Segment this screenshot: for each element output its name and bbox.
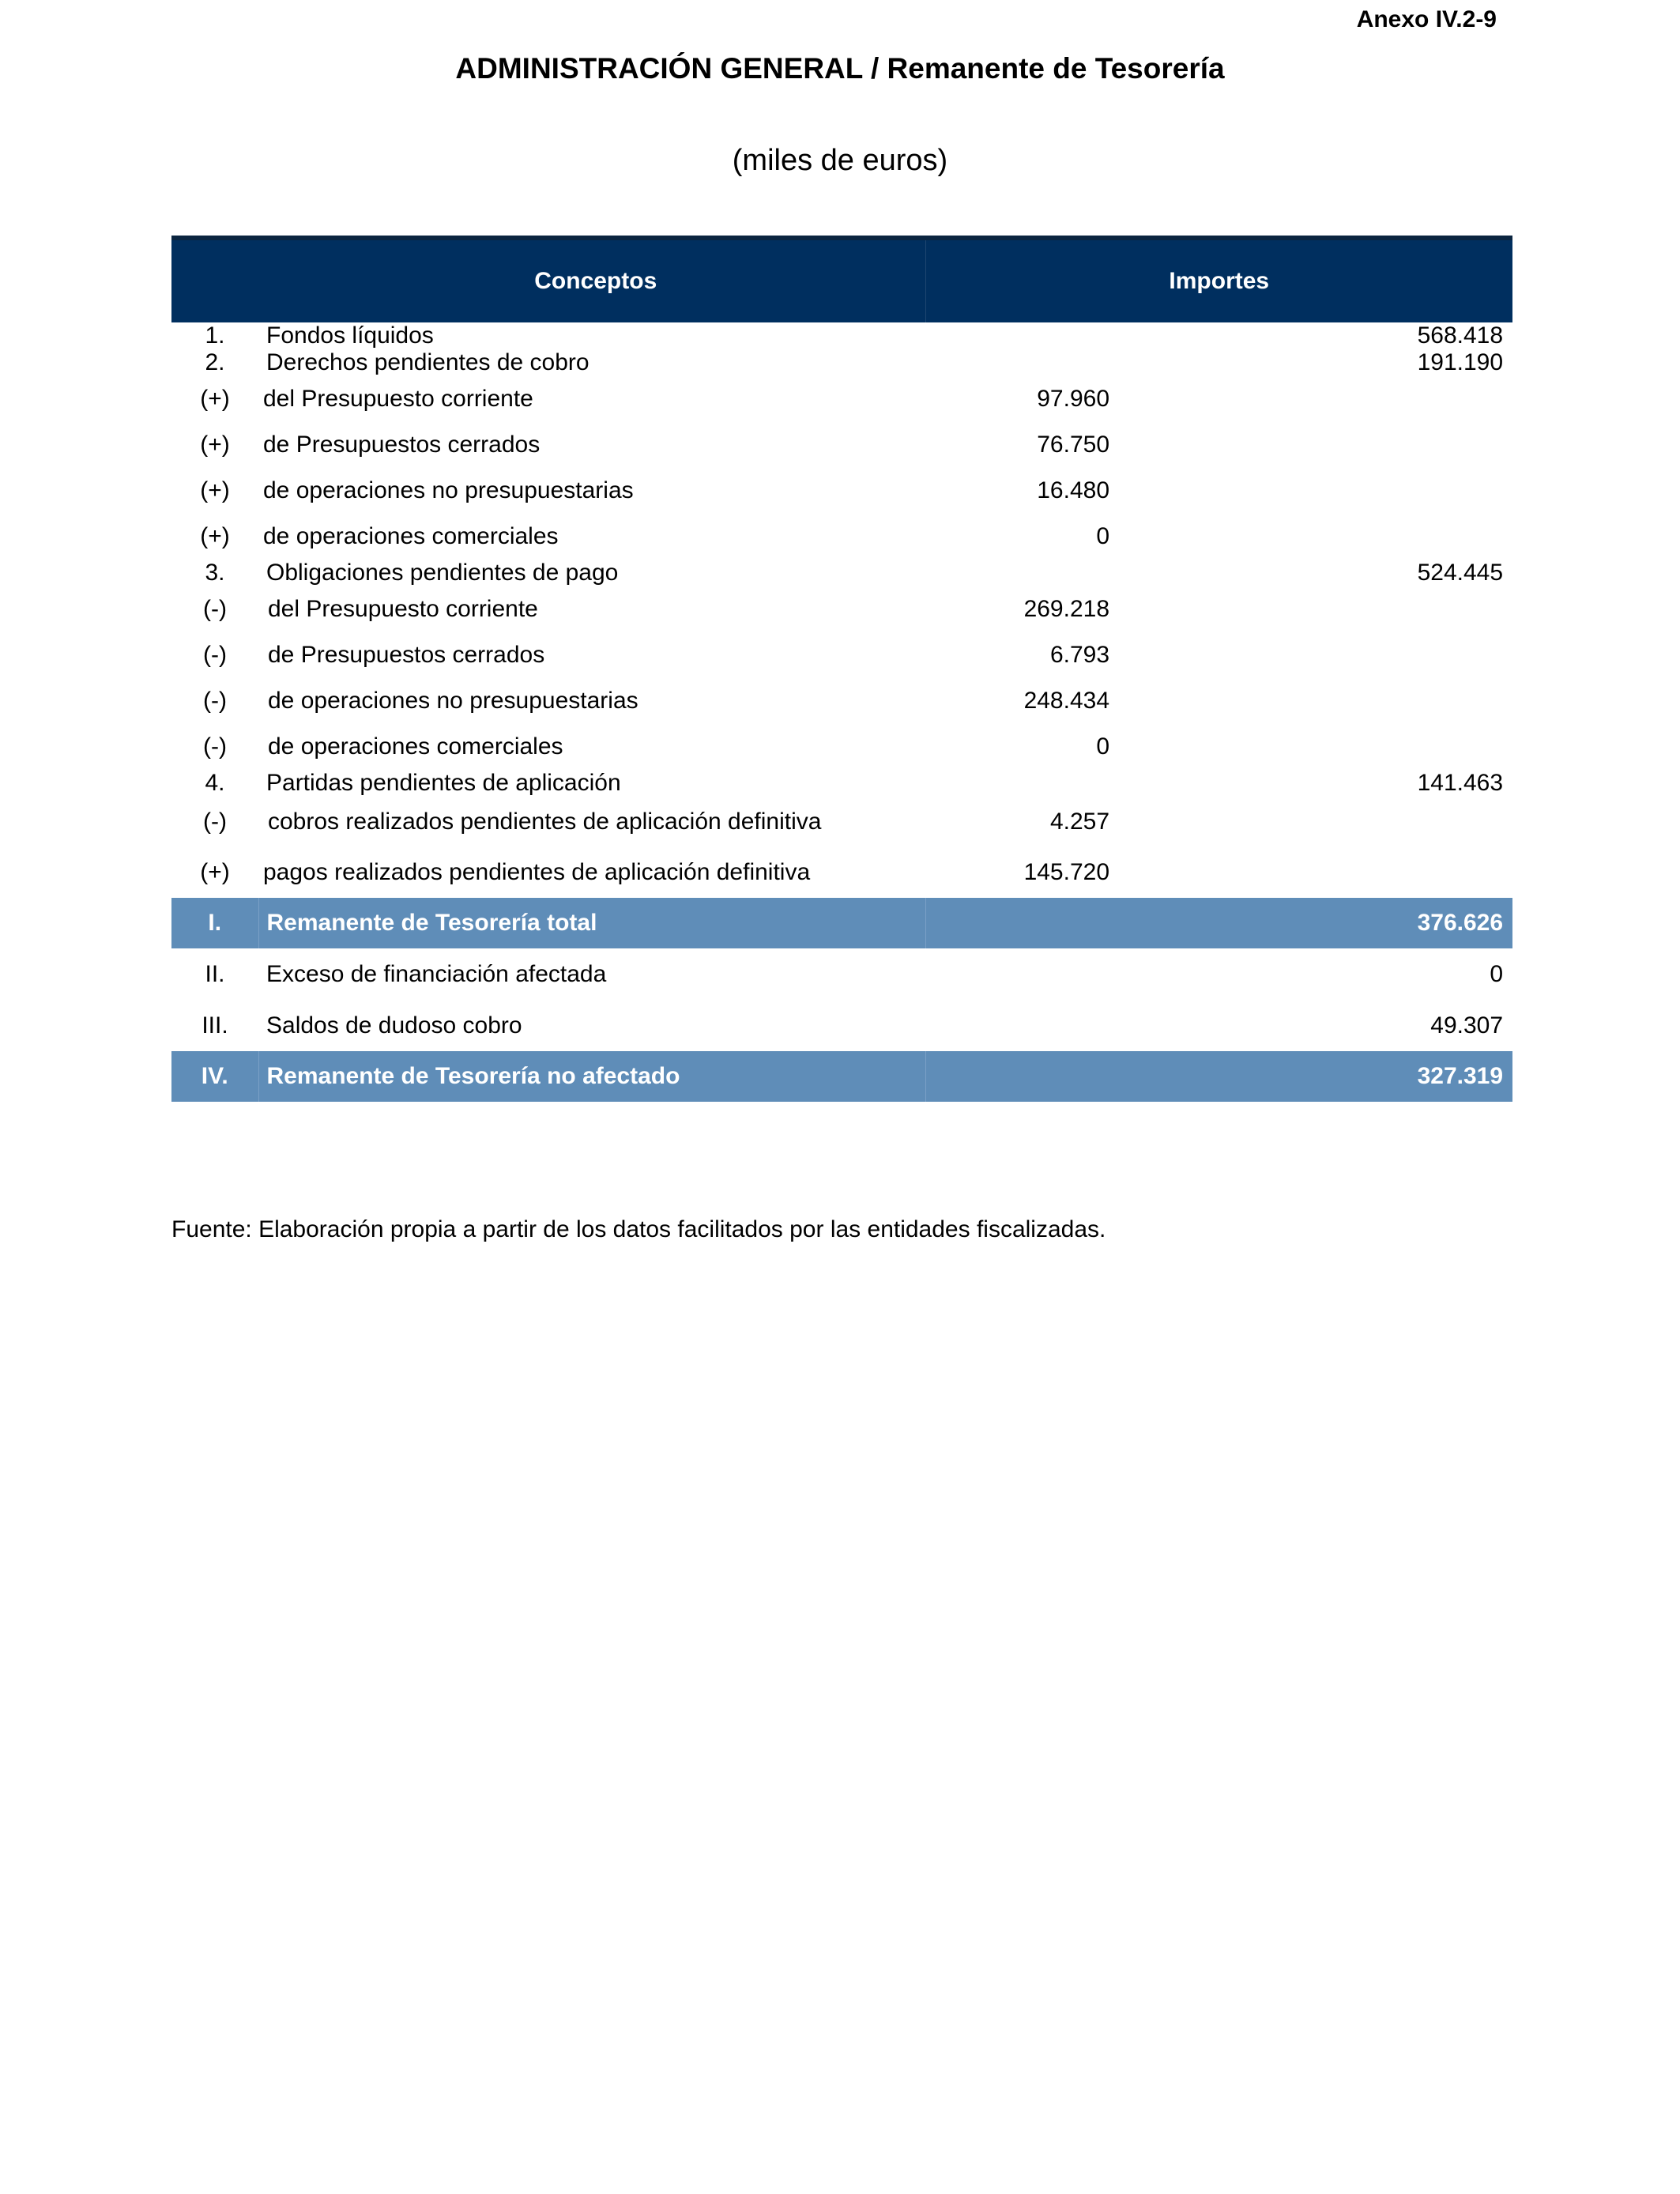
table-row (171, 948, 1512, 1000)
row-total (1117, 514, 1512, 560)
table-row (171, 847, 1512, 898)
table-row (171, 632, 1512, 678)
row-subamount: 6.793 (925, 632, 1117, 678)
row-subamount: 248.434 (925, 678, 1117, 724)
row-concept: de operaciones comerciales (258, 514, 925, 560)
row-number: (-) (171, 678, 258, 724)
row-subamount: 269.218 (925, 586, 1117, 632)
row-total: 327.319 (1117, 1051, 1512, 1102)
row-concept: Saldos de dudoso cobro (258, 1000, 925, 1051)
row-number: (+) (171, 422, 258, 468)
row-total (1117, 586, 1512, 632)
table-row (171, 514, 1512, 560)
row-subamount: 16.480 (925, 468, 1117, 514)
table-row (171, 724, 1512, 770)
row-number: I. (171, 898, 258, 948)
row-subamount: 97.960 (925, 376, 1117, 422)
row-concept: Obligaciones pendientes de pago (266, 560, 619, 586)
row-concept: cobros realizados pendientes de aplicación definitiva (258, 797, 925, 847)
row-subamount: 145.720 (925, 847, 1117, 898)
row-number: (-) (171, 724, 258, 770)
row-number: 2. (205, 349, 225, 375)
row-concept: del Presupuesto corriente (258, 586, 925, 632)
row-total (1117, 468, 1512, 514)
row-total: 49.307 (1117, 1000, 1512, 1051)
table-row (171, 422, 1512, 468)
row-subamount: 76.750 (925, 422, 1117, 468)
row-number: 3. (205, 560, 225, 586)
row-concept: de operaciones comerciales (258, 724, 925, 770)
row-number: (-) (171, 586, 258, 632)
row-concept: de operaciones no presupuestarias (258, 468, 925, 514)
row-total (1117, 422, 1512, 468)
row-total: 376.626 (1117, 898, 1512, 948)
row-number: (-) (171, 632, 258, 678)
row-concept: de Presupuestos cerrados (258, 632, 925, 678)
row-subamount: 0 (925, 514, 1117, 560)
row-concept: Partidas pendientes de aplicación (266, 770, 621, 796)
source-note: Fuente: Elaboración propia a partir de los datos facilitados por las entidades fiscalizadas. (171, 1216, 1106, 1242)
row-number: (+) (171, 514, 258, 560)
table-row (171, 678, 1512, 724)
row-concept: Remanente de Tesorería no afectado (258, 1051, 925, 1102)
row-concept: de Presupuestos cerrados (258, 422, 925, 468)
annex-label: Anexo IV.2-9 (1356, 6, 1497, 32)
row-total (1117, 797, 1512, 847)
row-number: (-) (171, 797, 258, 847)
row-subamount (925, 349, 1117, 376)
table-header-row (171, 238, 1512, 322)
row-number: (+) (171, 376, 258, 422)
table-row (171, 1051, 1512, 1102)
row-total (1117, 376, 1512, 422)
row-subamount: 4.257 (925, 797, 1117, 847)
row-total: 141.463 (1417, 770, 1504, 796)
row-number: (+) (171, 847, 258, 898)
row-total: 524.445 (1417, 560, 1504, 586)
row-total (1117, 847, 1512, 898)
table-row (171, 349, 1512, 376)
table-row (171, 1000, 1512, 1051)
row-subamount (925, 948, 1117, 1000)
table-row (171, 586, 1512, 632)
row-subamount (925, 898, 1117, 948)
row-total (1117, 678, 1512, 724)
row-concept: Exceso de financiación afectada (258, 948, 925, 1000)
row-concept: Derechos pendientes de cobro (266, 349, 590, 375)
table-row (171, 322, 1512, 349)
row-total: 568.418 (1417, 322, 1504, 349)
row-subamount: 0 (925, 724, 1117, 770)
header-concepts: Conceptos (171, 238, 925, 322)
row-subamount (925, 1051, 1117, 1102)
table-row (171, 898, 1512, 948)
row-total (1117, 724, 1512, 770)
row-total: 0 (1117, 948, 1512, 1000)
row-concept: de operaciones no presupuestarias (258, 678, 925, 724)
units-subtitle: (miles de euros) (732, 144, 948, 177)
table-row (171, 797, 1512, 847)
page-title: ADMINISTRACIÓN GENERAL / Remanente de Tesorería (455, 52, 1225, 85)
row-number: IV. (171, 1051, 258, 1102)
row-subamount (925, 322, 1117, 349)
table-row (171, 560, 1512, 586)
row-total: 191.190 (1417, 349, 1504, 375)
remanente-table (171, 236, 1512, 1102)
row-number: III. (171, 1000, 258, 1051)
row-subamount (925, 1000, 1117, 1051)
row-number: (+) (171, 468, 258, 514)
row-concept: Remanente de Tesorería total (258, 898, 925, 948)
row-concept: Fondos líquidos (266, 322, 434, 349)
row-subamount (925, 560, 1117, 586)
row-subamount (925, 770, 1117, 797)
header-amounts: Importes (925, 238, 1512, 322)
row-total (1117, 632, 1512, 678)
table-row (171, 770, 1512, 797)
row-concept: pagos realizados pendientes de aplicación definitiva (258, 847, 925, 898)
row-concept: del Presupuesto corriente (258, 376, 925, 422)
row-number: 4. (205, 770, 225, 796)
table-row (171, 376, 1512, 422)
row-number: II. (171, 948, 258, 1000)
table-row (171, 468, 1512, 514)
row-number: 1. (205, 322, 225, 349)
